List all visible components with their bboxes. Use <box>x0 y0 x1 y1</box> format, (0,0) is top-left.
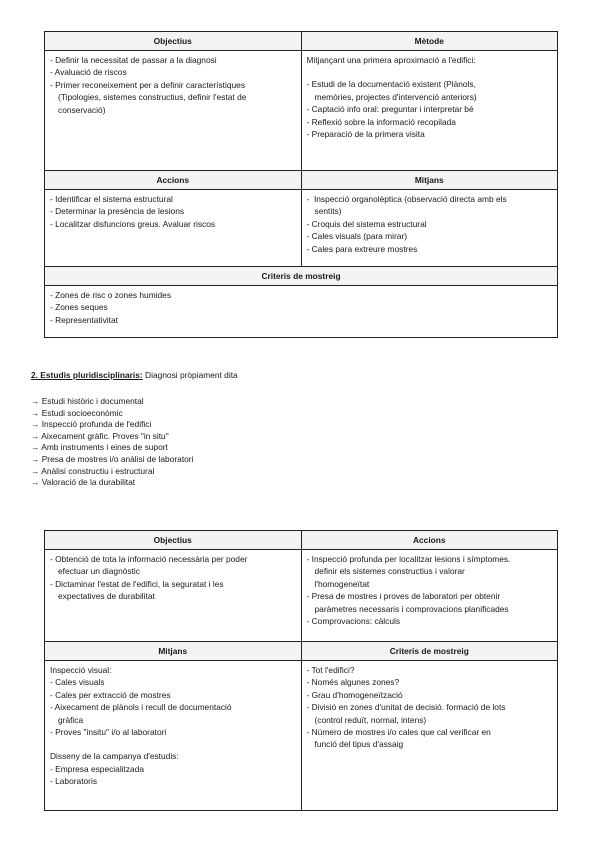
header-mitjans: Mitjans <box>45 642 302 661</box>
list-item: - Només algunes zones? <box>306 677 400 688</box>
cell-metode <box>301 51 558 171</box>
list-item-cont: memòries, projectes d'intervenció anteriors) <box>314 91 477 102</box>
list-item: - Cales visuals (para mirar) <box>306 231 408 242</box>
list-item: - Representativitat <box>50 314 118 325</box>
mitjans-intro-2: Disseny de la campanya d'estudis: <box>50 751 179 762</box>
list-item: - Obtenció de tota la informació necessària per poder <box>50 554 248 564</box>
list-item: → Aixecament gràfic. Proves "in situ" <box>31 430 169 441</box>
studies-list <box>31 396 193 489</box>
list-item: - Presa de mostres i proves de laboratori per obtenir <box>306 591 501 602</box>
list-item: → Valoració de la durabilitat <box>31 477 136 488</box>
list-item: → Anàlisi constructiu i estructural <box>31 465 155 476</box>
list-item: - Inspecció organolèptica (observació directa amb els <box>306 194 507 204</box>
list-item-cont: l'homogeneïtat <box>314 578 370 589</box>
list-item-cont: funció del tipus d'assaig <box>314 739 404 750</box>
list-item: - Definir la necessitat de passar a la diagnosi <box>50 55 217 65</box>
cell-mitjans <box>45 661 302 811</box>
list-item: - Dictaminar l'estat de l'edifici, la seguratat i les <box>50 578 224 589</box>
section-2-title: 2. Estudis pluridisciplinaris: <box>31 370 143 380</box>
header-accions: Accions <box>301 531 558 550</box>
header-criteris: Criteris de mostreig <box>301 642 558 661</box>
list-item: - Avaluació de riscos <box>50 67 127 78</box>
list-item: - Cales per extracció de mostres <box>50 689 171 700</box>
list-item: - Zones seques <box>50 302 108 313</box>
list-item: - Cales visuals <box>50 677 105 688</box>
list-item: → Estudi socioeconòmic <box>31 407 123 418</box>
list-item: - Grau d'homogeneïtzació <box>306 689 403 700</box>
list-item: → Amb instruments i eines de suport <box>31 442 168 453</box>
metode-intro: Mitjançant una primera aproximació a l'edifici: <box>306 55 476 65</box>
list-item: - Empresa especialitzada <box>50 763 145 774</box>
list-item: - Divisió en zones d'unitat de decisió. formació de lots <box>306 702 506 713</box>
list-item: - Captació info oral: preguntar i interpretar bé <box>306 104 474 115</box>
list-item-cont: paràmetres necessaris i comprovacions planificades <box>314 603 509 614</box>
list-item: - Laboratoris <box>50 776 98 787</box>
list-item: - Preparació de la primera visita <box>306 129 425 140</box>
phase2-table <box>44 530 558 811</box>
list-item-cont: gràfica <box>58 714 84 725</box>
list-item: - Croquis del sistema estructural <box>306 218 427 229</box>
list-item-cont: conservació) <box>58 104 106 115</box>
list-item: - Aixecament de plànols i recull de documentació <box>50 702 232 713</box>
list-item-cont: (control reduït, normal, intens) <box>314 714 427 725</box>
list-item-cont: efectuar un diagnòstic <box>58 566 140 577</box>
section-2-subtitle: Diagnosi pròpiament dita <box>142 370 238 380</box>
header-mitjans: Mitjans <box>301 171 558 190</box>
list-item: - Determinar la presència de lesions <box>50 206 185 217</box>
header-metode: Mètode <box>301 32 558 51</box>
cell-objectius <box>45 550 302 642</box>
header-objectius: Objectius <box>45 32 302 51</box>
header-accions: Accions <box>45 171 302 190</box>
list-item-cont: (Tipologies, sistemes constructius, definir l'estat de <box>58 92 247 103</box>
list-item: - Zones de risc o zones humides <box>50 290 172 300</box>
cell-accions <box>45 190 302 267</box>
list-item: - Tot l'edifici? <box>306 665 355 675</box>
section-2-heading <box>31 369 238 381</box>
list-item: - Número de mostres i/o cales que cal verificar en <box>306 727 491 738</box>
cell-criteris <box>45 286 558 338</box>
list-item: - Inspecció profunda per localitzar lesions i símptomes. <box>306 554 511 564</box>
list-item-cont: sentits) <box>314 206 342 217</box>
list-item: - Identificar el sistema estructural <box>50 194 173 204</box>
list-item: → Presa de mostres i/o anàlisi de laboratori <box>31 453 194 464</box>
cell-criteris <box>301 661 558 811</box>
cell-mitjans <box>301 190 558 267</box>
list-item: - Localitzar disfuncions greus. Avaluar riscos <box>50 218 216 229</box>
header-objectius: Objectius <box>45 531 302 550</box>
list-item: → Estudi històric i documental <box>31 396 144 406</box>
list-item: - Primer reconeixement per a definir característiques <box>50 79 246 90</box>
header-criteris: Criteris de mostreig <box>45 267 558 286</box>
list-item: → Inspecció profunda de l'edifici <box>31 419 152 430</box>
mitjans-intro: Inspecció visual: <box>50 665 112 675</box>
cell-objectius <box>45 51 302 171</box>
list-item: - Proves "insitu" i/o al laboratori <box>50 727 167 738</box>
list-item-cont: definir els sistemes constructius i valorar <box>314 566 465 577</box>
cell-accions <box>301 550 558 642</box>
list-item: - Estudi de la documentació existent (Plànols, <box>306 79 476 90</box>
list-item: - Cales para extreure mostres <box>306 243 418 254</box>
list-item: - Reflexió sobre la informació recopilada <box>306 116 456 127</box>
phase1-table <box>44 31 558 338</box>
list-item-cont: expectatives de durabilitat <box>58 591 155 602</box>
list-item: - Comprovacions: càlculs <box>306 616 401 627</box>
